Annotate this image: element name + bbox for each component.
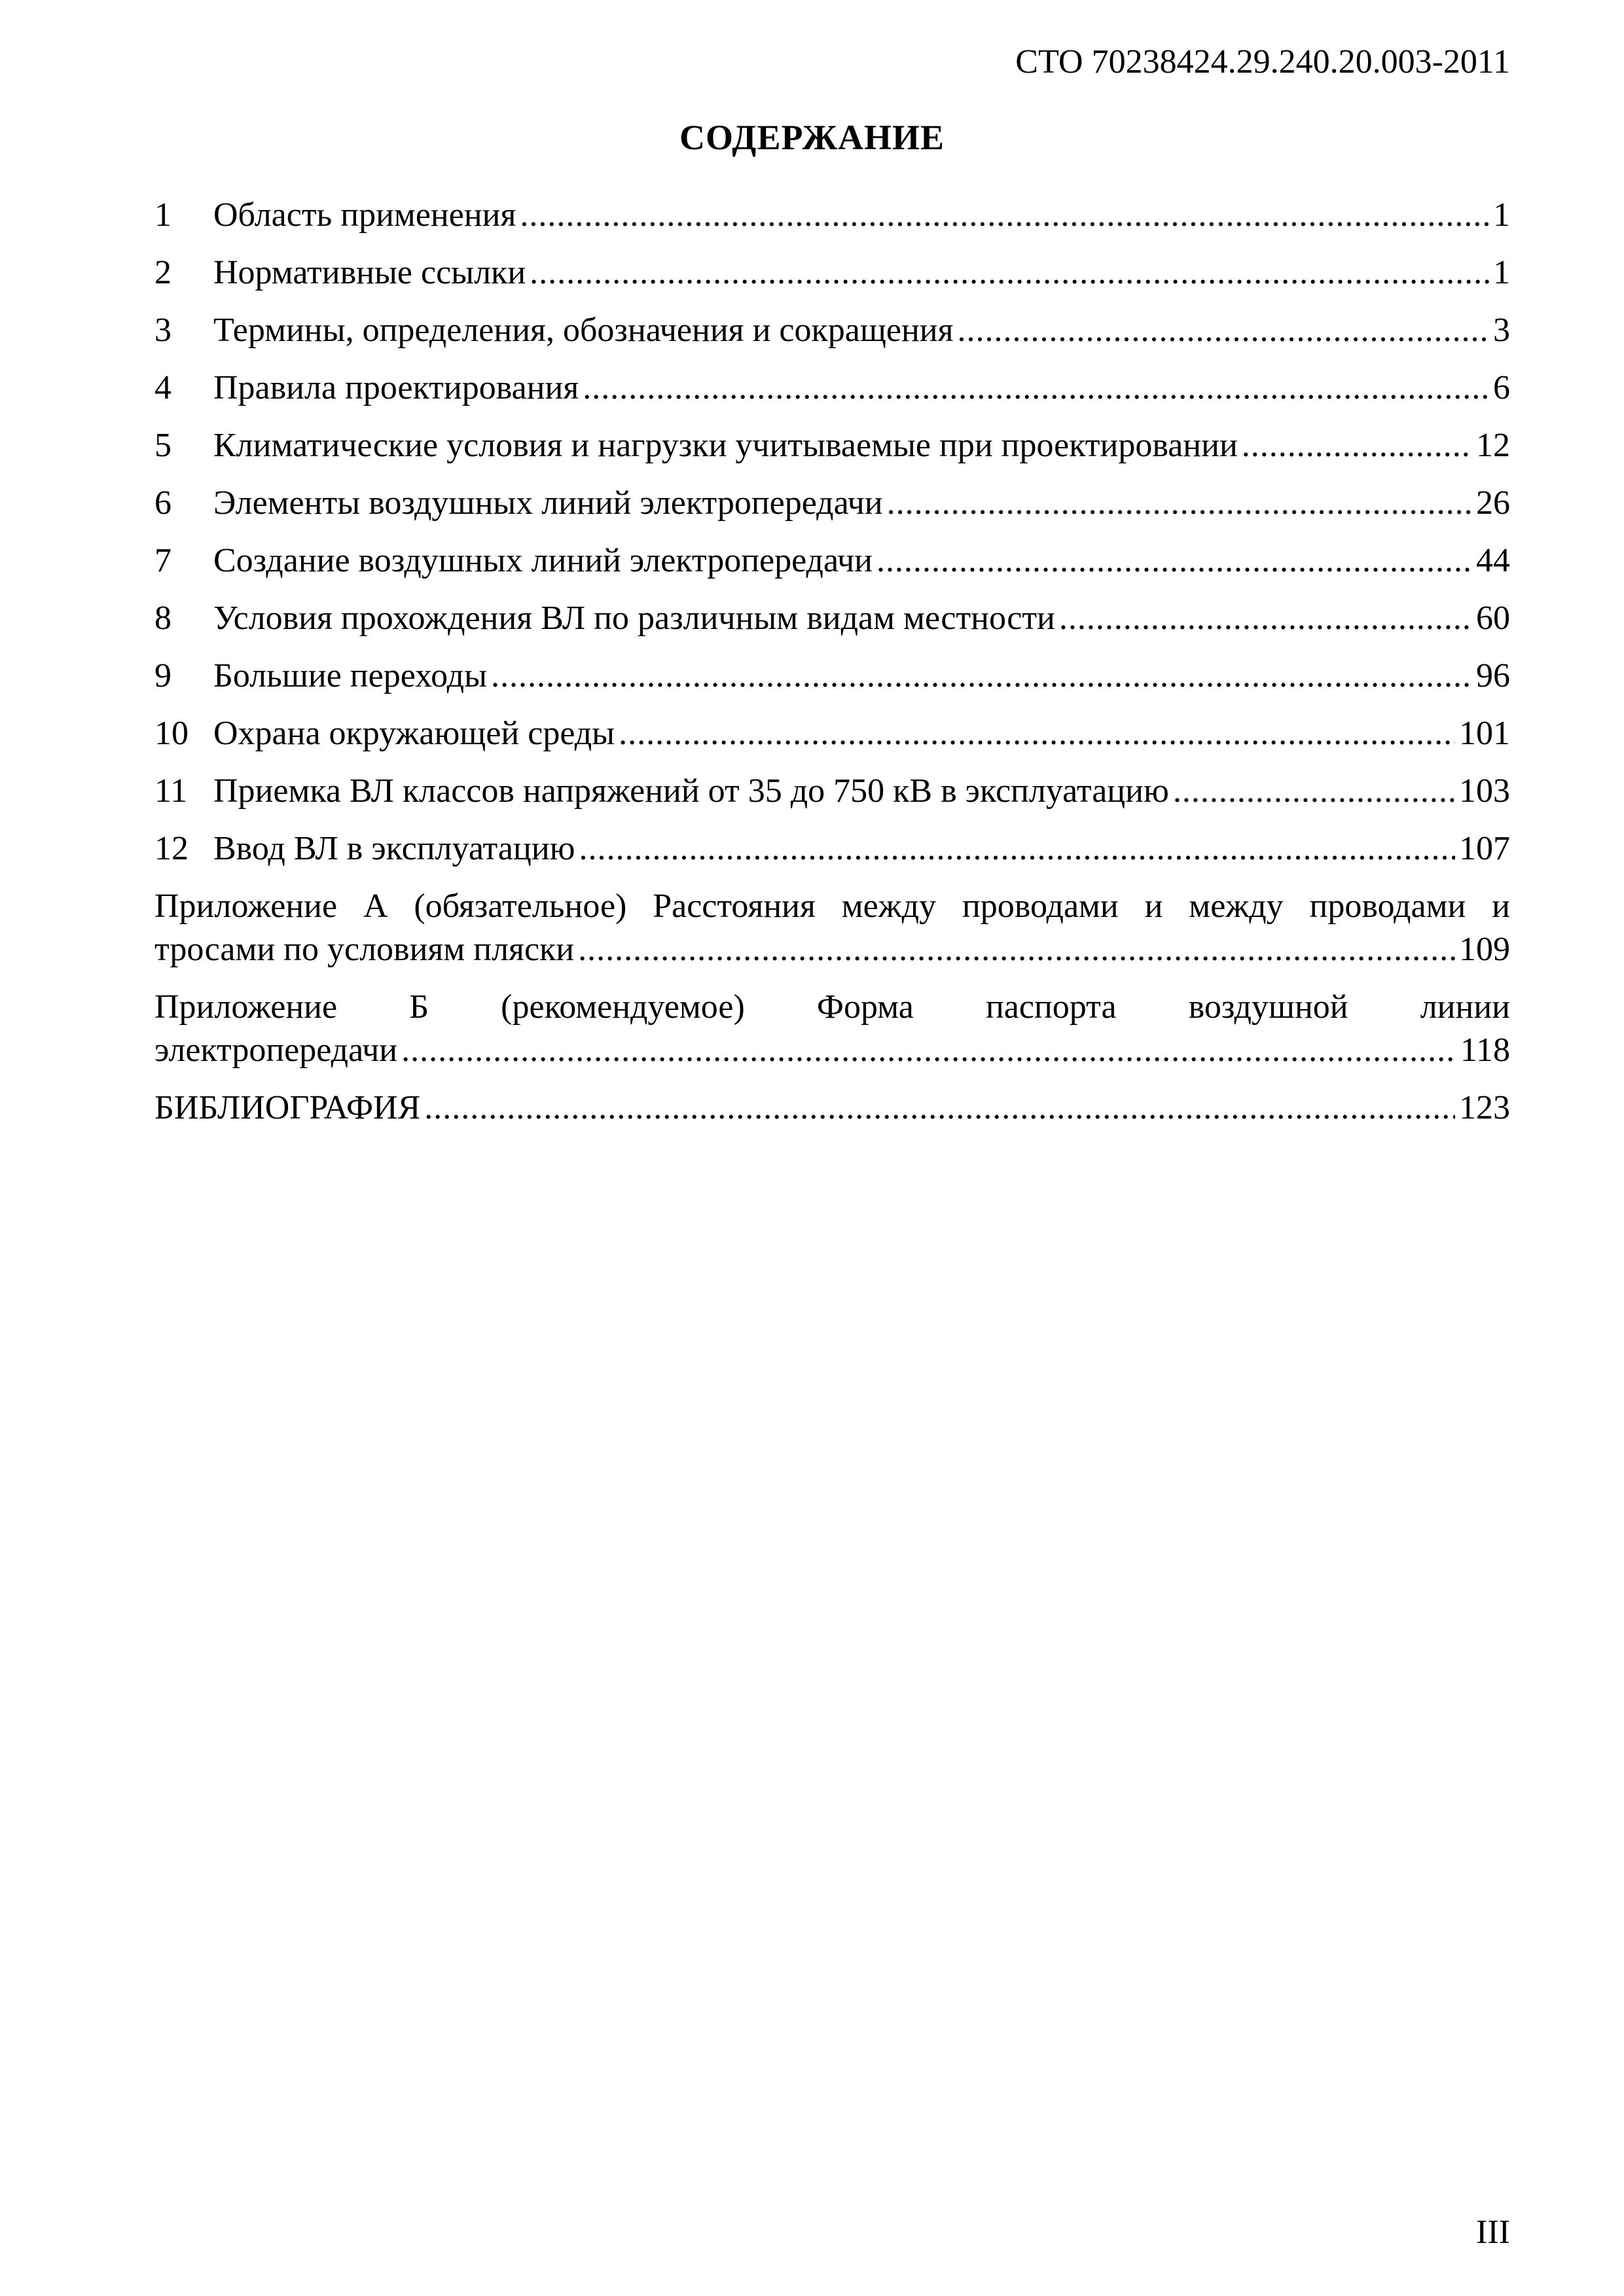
toc-leader-dots — [530, 251, 1489, 295]
toc-entry-title: электропередачи — [154, 1031, 398, 1069]
toc-leader-dots — [1059, 597, 1472, 640]
toc-entry-number: 4 — [154, 369, 171, 406]
toc-entry-title: Условия прохождения ВЛ по различным видам местности — [213, 600, 1055, 637]
toc-leader-dots — [583, 367, 1489, 410]
word: Приложение — [154, 988, 338, 1026]
toc-entry-page: 12 — [1476, 427, 1510, 464]
toc-entry-title: БИБЛИОГРАФИЯ — [154, 1089, 421, 1126]
toc-entry[interactable] — [154, 309, 1510, 367]
word: воздушной — [1188, 988, 1348, 1026]
toc-entry-title: Нормативные ссылки — [213, 254, 526, 291]
word: (рекомендуемое) — [501, 988, 745, 1026]
toc-appendix-a-line1 — [154, 885, 1510, 928]
toc-entry-page: 60 — [1476, 600, 1510, 637]
toc-leader-dots — [1173, 770, 1455, 813]
toc-entry[interactable] — [154, 770, 1510, 827]
toc-entry-title: Создание воздушных линий электропередачи — [213, 542, 873, 579]
toc-entry-number: 9 — [154, 657, 171, 694]
toc-entry-page: 26 — [1476, 484, 1510, 522]
toc-entry[interactable] — [154, 251, 1510, 309]
toc-entry-bibliography[interactable] — [154, 1086, 1510, 1144]
toc-entry[interactable] — [154, 655, 1510, 712]
toc-entry-page: 6 — [1493, 369, 1510, 406]
toc-entry-title: Область применения — [213, 196, 516, 234]
toc-entry-page: 118 — [1460, 1031, 1510, 1069]
toc-entry-number: 2 — [154, 254, 171, 291]
word: Форма — [816, 988, 914, 1026]
word: и — [1492, 888, 1510, 925]
toc-entry-page: 96 — [1476, 657, 1510, 694]
toc-entry[interactable] — [154, 539, 1510, 597]
toc-leader-dots — [887, 482, 1472, 525]
toc-entry-page: 101 — [1459, 715, 1510, 752]
toc-entry-title: Правила проектирования — [213, 369, 579, 406]
toc-leader-dots — [579, 827, 1456, 870]
toc-entry-page: 103 — [1459, 772, 1510, 810]
toc-entry[interactable] — [154, 712, 1510, 770]
toc-entry-number: 5 — [154, 427, 171, 464]
toc-entry-page: 44 — [1476, 542, 1510, 579]
toc-leader-dots — [424, 1086, 1455, 1130]
toc-leader-dots — [619, 712, 1455, 755]
toc-entry-title: Охрана окружающей среды — [213, 715, 615, 752]
toc-entry-number: 12 — [154, 830, 189, 867]
toc-entry-appendix-a[interactable] — [154, 885, 1510, 971]
toc-entry-number: 1 — [154, 196, 171, 234]
word: проводами — [1309, 888, 1466, 925]
toc-entry[interactable] — [154, 194, 1510, 251]
toc-entry-page: 1 — [1493, 196, 1510, 234]
word: паспорта — [985, 988, 1117, 1026]
toc-entry-title: Элементы воздушных линий электропередачи — [213, 484, 883, 522]
toc-entry-number: 3 — [154, 312, 171, 349]
word: Б — [409, 988, 429, 1026]
toc-entry[interactable] — [154, 827, 1510, 885]
toc-entry-page: 1 — [1493, 254, 1510, 291]
toc-entry-number: 7 — [154, 542, 171, 579]
word: и — [1144, 888, 1163, 925]
toc-entry-page: 123 — [1459, 1089, 1510, 1126]
toc-entry[interactable] — [154, 367, 1510, 424]
page-title: СОДЕРЖАНИЕ — [679, 118, 945, 157]
toc-entry-title: Климатические условия и нагрузки учитываемые при проектировании — [213, 427, 1238, 464]
toc-entry[interactable] — [154, 597, 1510, 655]
word: Расстояния — [653, 888, 816, 925]
toc-entry-page: 109 — [1459, 931, 1510, 968]
toc-appendix-b-line2 — [154, 1029, 1510, 1072]
word: между — [1189, 888, 1284, 925]
toc-entry-title: Приемка ВЛ классов напряжений от 35 до 750 кВ в эксплуатацию — [213, 772, 1169, 810]
word: А — [363, 888, 388, 925]
toc-entry-title: Большие переходы — [213, 657, 488, 694]
toc-leader-dots — [958, 309, 1489, 352]
toc-leader-dots — [491, 655, 1472, 698]
toc-entry-number: 10 — [154, 715, 189, 752]
toc-leader-dots — [578, 928, 1455, 971]
toc-leader-dots — [520, 194, 1489, 237]
page-number: III — [1476, 2214, 1510, 2251]
toc-entry-page: 107 — [1459, 830, 1510, 867]
word: между — [841, 888, 937, 925]
document-code: СТО 70238424.29.240.20.003-2011 — [1015, 43, 1510, 81]
word: (обязательное) — [414, 888, 627, 925]
toc-entry-title: тросами по условиям пляски — [154, 931, 575, 968]
toc-appendix-b-line1 — [154, 986, 1510, 1029]
word: Приложение — [154, 888, 338, 925]
word: линии — [1420, 988, 1510, 1026]
toc-entry[interactable] — [154, 482, 1510, 539]
toc-entry-number: 11 — [154, 772, 188, 810]
toc-entry-page: 3 — [1493, 312, 1510, 349]
toc-leader-dots — [401, 1029, 1456, 1072]
toc-leader-dots — [1242, 424, 1472, 467]
toc-entry-title: Ввод ВЛ в эксплуатацию — [213, 830, 575, 867]
toc-entry-number: 8 — [154, 600, 171, 637]
toc-entry-title: Термины, определения, обозначения и сокращения — [213, 312, 954, 349]
toc-entry-number: 6 — [154, 484, 171, 522]
toc-leader-dots — [876, 539, 1472, 583]
toc-entry-appendix-b[interactable] — [154, 986, 1510, 1072]
word: проводами — [962, 888, 1119, 925]
toc-appendix-a-line2 — [154, 928, 1510, 971]
toc-entry[interactable] — [154, 424, 1510, 482]
table-of-contents — [154, 194, 1510, 1144]
